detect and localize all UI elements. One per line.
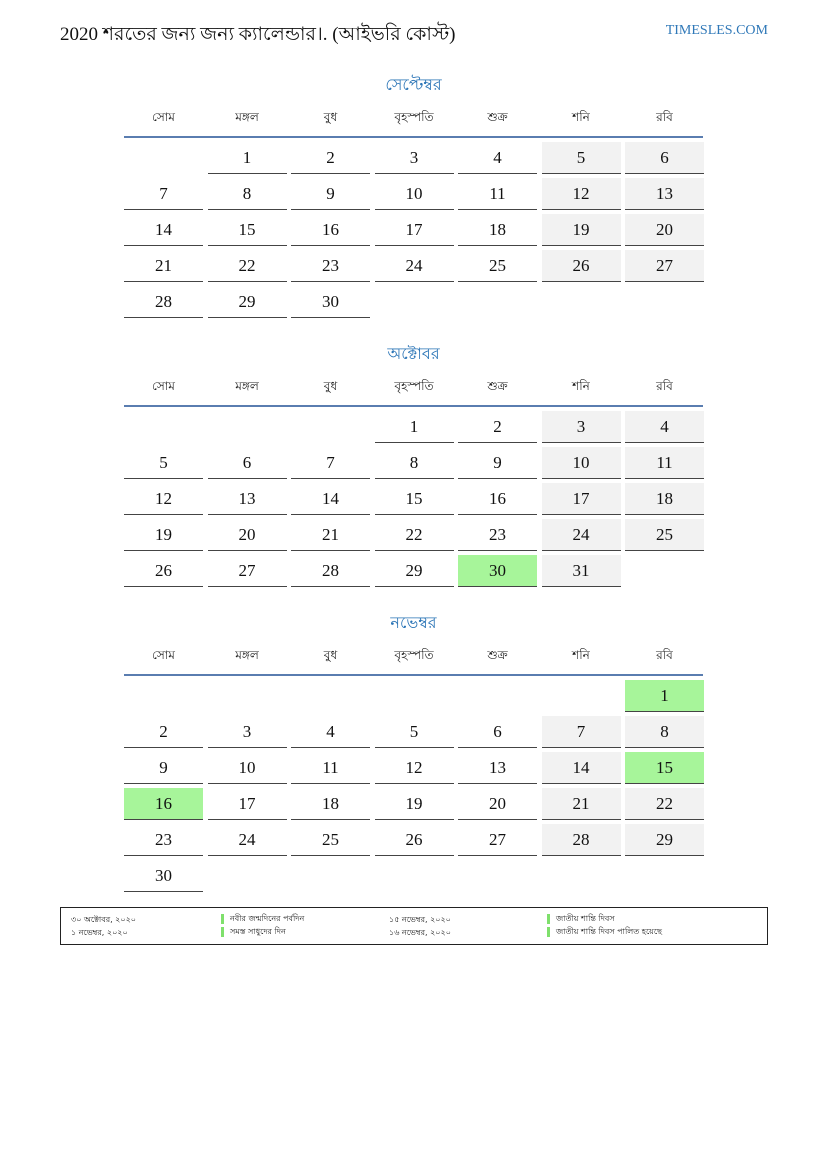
weekday-label: রবি [656, 379, 673, 393]
legend-holiday-name: জাতীয় শান্তি দিবস পালিত হয়েছে [547, 927, 662, 937]
day-cell[interactable]: 2 [124, 716, 203, 748]
day-cell[interactable]: 18 [458, 214, 537, 246]
weekday-label: শনি [572, 648, 590, 662]
day-cell[interactable]: 27 [625, 250, 704, 282]
day-cell[interactable]: 9 [291, 178, 370, 210]
day-cell[interactable]: 3 [542, 411, 621, 443]
legend-date: ১৫ নভেম্বর, ২০২০ [389, 915, 451, 924]
day-cell[interactable]: 25 [291, 824, 370, 856]
legend-holiday-name: নবীর জন্মদিনের পর্বদিন [221, 914, 304, 924]
day-cell[interactable]: 20 [625, 214, 704, 246]
day-cell[interactable]: 26 [375, 824, 454, 856]
day-cell[interactable]: 28 [542, 824, 621, 856]
site-link[interactable]: TIMESLES.COM [665, 23, 768, 38]
day-cell[interactable]: 7 [542, 716, 621, 748]
day-cell[interactable]: 27 [208, 555, 287, 587]
day-cell[interactable]: 14 [291, 483, 370, 515]
day-cell[interactable]: 4 [458, 142, 537, 174]
weekday-label: শনি [572, 110, 590, 124]
day-cell[interactable]: 10 [375, 178, 454, 210]
day-cell[interactable]: 21 [124, 250, 203, 282]
day-cell[interactable]: 13 [625, 178, 704, 210]
day-cell[interactable]: 11 [291, 752, 370, 784]
holiday-day-cell[interactable]: 30 [458, 555, 537, 587]
holiday-day-cell[interactable]: 15 [625, 752, 704, 784]
day-cell[interactable]: 11 [458, 178, 537, 210]
weekday-label: বৃহস্পতি [394, 110, 434, 124]
day-cell[interactable]: 8 [375, 447, 454, 479]
weekday-label: রবি [656, 648, 673, 662]
weekday-label: সোম [152, 379, 175, 393]
day-cell[interactable]: 27 [458, 824, 537, 856]
day-cell[interactable]: 4 [291, 716, 370, 748]
day-cell[interactable]: 24 [208, 824, 287, 856]
weekday-label: বুধ [323, 110, 338, 124]
holiday-day-cell[interactable]: 1 [625, 680, 704, 712]
day-cell[interactable]: 10 [208, 752, 287, 784]
page-header [60, 18, 768, 46]
weekday-label: সোম [152, 110, 175, 124]
legend-date: ১ নভেম্বর, ২০২০ [71, 928, 128, 937]
holiday-legend [60, 907, 768, 945]
weekday-label: মঙ্গল [235, 379, 259, 393]
day-cell[interactable]: 13 [208, 483, 287, 515]
day-cell[interactable]: 22 [375, 519, 454, 551]
day-cell[interactable]: 5 [542, 142, 621, 174]
weekday-label: শুক্র [487, 110, 508, 124]
day-cell[interactable]: 8 [625, 716, 704, 748]
month-title: সেপ্টেম্বর [385, 77, 442, 94]
day-cell[interactable]: 31 [542, 555, 621, 587]
day-cell[interactable]: 17 [208, 788, 287, 820]
day-cell[interactable]: 29 [625, 824, 704, 856]
legend-date: ৩০ অক্টোবর, ২০২০ [71, 915, 136, 924]
month-title: অক্টোবর [387, 346, 440, 363]
day-cell[interactable]: 29 [375, 555, 454, 587]
day-cell[interactable]: 18 [291, 788, 370, 820]
day-cell[interactable]: 14 [124, 214, 203, 246]
weekday-label: মঙ্গল [235, 648, 259, 662]
day-cell[interactable]: 15 [208, 214, 287, 246]
day-cell[interactable]: 14 [542, 752, 621, 784]
weekday-header-row [124, 647, 703, 667]
day-cell[interactable]: 5 [124, 447, 203, 479]
day-cell[interactable]: 10 [542, 447, 621, 479]
day-cell[interactable]: 21 [291, 519, 370, 551]
legend-holiday-name: সমস্ত সাধুদের দিন [221, 927, 286, 937]
day-cell[interactable]: 3 [208, 716, 287, 748]
day-cell[interactable]: 23 [124, 824, 203, 856]
legend-holiday-name: জাতীয় শান্তি দিবস [547, 914, 615, 924]
day-cell[interactable]: 3 [375, 142, 454, 174]
day-cell[interactable]: 30 [124, 860, 203, 892]
day-cell[interactable]: 7 [124, 178, 203, 210]
day-cell[interactable]: 29 [208, 286, 287, 318]
weekday-label: বুধ [323, 379, 338, 393]
day-cell[interactable]: 28 [291, 555, 370, 587]
day-cell[interactable]: 26 [542, 250, 621, 282]
weekday-label: শুক্র [487, 648, 508, 662]
weekday-label: বুধ [323, 648, 338, 662]
day-cell[interactable]: 2 [458, 411, 537, 443]
day-cell[interactable]: 18 [625, 483, 704, 515]
day-cell[interactable]: 28 [124, 286, 203, 318]
day-cell[interactable]: 16 [458, 483, 537, 515]
day-cell[interactable]: 12 [124, 483, 203, 515]
header-rule [124, 136, 703, 138]
page-title: 2020 শরতের জন্য জন্য ক্যালেন্ডার।. (আইভরি কোস্ট) [60, 24, 456, 45]
day-cell[interactable]: 9 [124, 752, 203, 784]
day-cell[interactable]: 1 [375, 411, 454, 443]
month-title: নভেম্বর [390, 615, 437, 632]
weekday-label: মঙ্গল [235, 110, 259, 124]
day-cell[interactable]: 20 [208, 519, 287, 551]
header-rule [124, 405, 703, 407]
day-cell[interactable]: 4 [625, 411, 704, 443]
day-cell[interactable]: 6 [458, 716, 537, 748]
day-cell[interactable]: 5 [375, 716, 454, 748]
day-cell[interactable]: 19 [542, 214, 621, 246]
day-cell[interactable]: 24 [375, 250, 454, 282]
day-cell[interactable]: 19 [124, 519, 203, 551]
day-cell[interactable]: 25 [625, 519, 704, 551]
weekday-label: শুক্র [487, 379, 508, 393]
weekday-label: রবি [656, 110, 673, 124]
day-cell[interactable]: 26 [124, 555, 203, 587]
weekday-header-row [124, 109, 703, 129]
weekday-label: বৃহস্পতি [394, 648, 434, 662]
day-cell[interactable]: 1 [208, 142, 287, 174]
day-cell[interactable]: 19 [375, 788, 454, 820]
day-cell[interactable]: 6 [625, 142, 704, 174]
day-cell[interactable]: 30 [291, 286, 370, 318]
day-cell[interactable]: 17 [375, 214, 454, 246]
day-cell[interactable]: 22 [625, 788, 704, 820]
day-cell[interactable]: 8 [208, 178, 287, 210]
legend-date: ১৬ নভেম্বর, ২০২০ [389, 928, 451, 937]
day-cell[interactable]: 16 [291, 214, 370, 246]
weekday-label: শনি [572, 379, 590, 393]
day-cell[interactable]: 13 [458, 752, 537, 784]
day-cell[interactable]: 15 [375, 483, 454, 515]
weekday-label: বৃহস্পতি [394, 379, 434, 393]
day-cell[interactable]: 17 [542, 483, 621, 515]
day-cell[interactable]: 20 [458, 788, 537, 820]
day-cell[interactable]: 11 [625, 447, 704, 479]
day-cell[interactable]: 2 [291, 142, 370, 174]
day-cell[interactable]: 7 [291, 447, 370, 479]
day-cell[interactable]: 24 [542, 519, 621, 551]
holiday-day-cell[interactable]: 16 [124, 788, 203, 820]
day-cell[interactable]: 12 [542, 178, 621, 210]
day-cell[interactable]: 23 [291, 250, 370, 282]
weekday-label: সোম [152, 648, 175, 662]
day-cell[interactable]: 6 [208, 447, 287, 479]
day-cell[interactable]: 21 [542, 788, 621, 820]
day-cell[interactable]: 22 [208, 250, 287, 282]
day-cell[interactable]: 12 [375, 752, 454, 784]
header-rule [124, 674, 703, 676]
day-cell[interactable]: 23 [458, 519, 537, 551]
weekday-header-row [124, 378, 703, 398]
day-cell[interactable]: 9 [458, 447, 537, 479]
day-cell[interactable]: 25 [458, 250, 537, 282]
